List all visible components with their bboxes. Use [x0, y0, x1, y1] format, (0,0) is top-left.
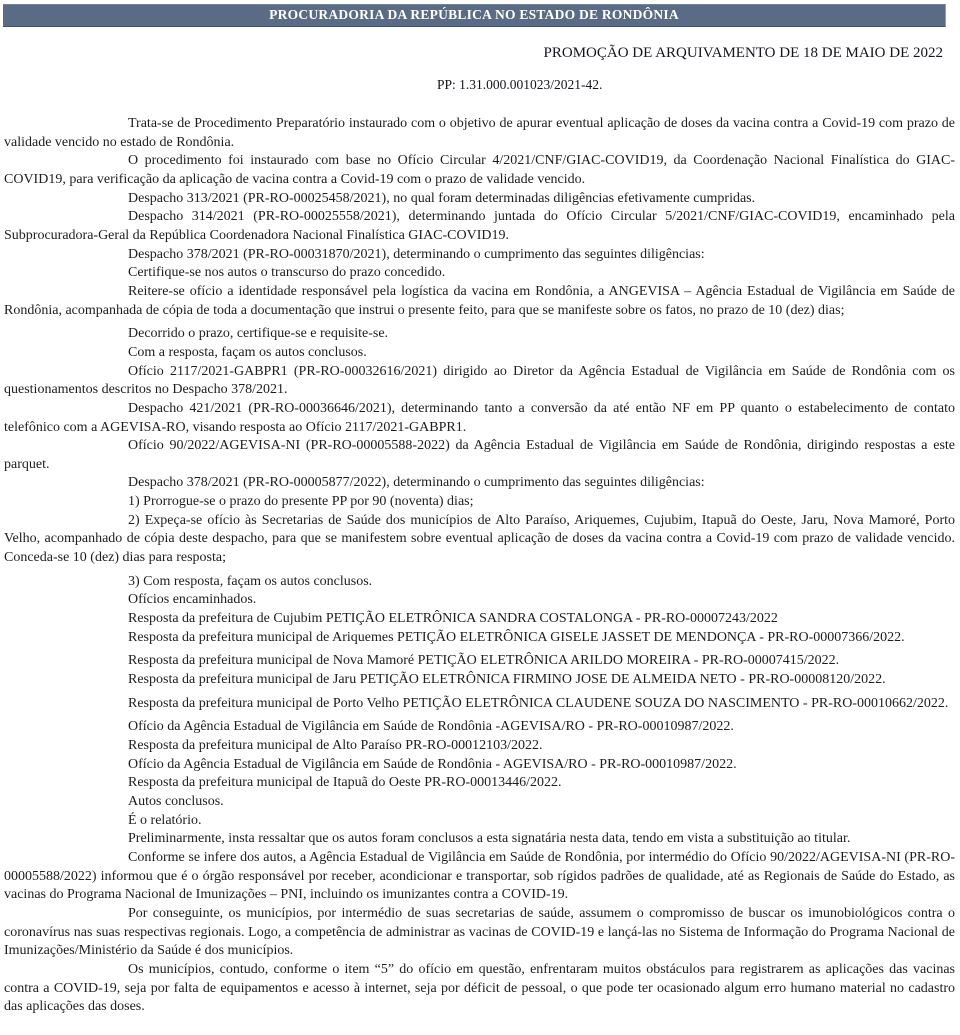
- paragraph: Por conseguinte, os municípios, por intermédio de suas secretarias de saúde, assumem o compromisso de buscar os imunobiológicos contra o coronavírus nas suas respectivas regionais. Logo, a competência de administrar as vacinas de COVID-19 e lançá-las no Sistema de Informação do Programa Nacional de Imunizações/Ministério da Saúde é dos municípios.: [4, 905, 955, 959]
- document-title: PROMOÇÃO DE ARQUIVAMENTO DE 18 DE MAIO DE 2022: [543, 45, 943, 61]
- paragraph: Ofício da Agência Estadual de Vigilância em Saúde de Rondônia - AGEVISA/RO - PR-RO-00010987/2022.: [128, 756, 737, 772]
- paragraph: Trata-se de Procedimento Preparatório instaurado com o objetivo de apurar eventual aplicação de doses da vacina contra a Covid-19 com prazo de validade vencido no estado de Rondônia.: [4, 116, 955, 150]
- header-bar-title: PROCURADORIA DA REPÚBLICA NO ESTADO DE RONDÔNIA: [269, 7, 679, 22]
- paragraph: Ofício 2117/2021-GABPR1 (PR-RO-00032616/2021) dirigido ao Diretor da Agência Estadual de Vigilância em Saúde de Rondônia com os questionamentos descritos no Despacho 378/2021.: [4, 363, 955, 398]
- paragraph: Os municípios, contudo, conforme o item “5” do ofício em questão, enfrentaram muitos obstáculos para registrarem as aplicações das vacinas contra a COVID-19, seja por falta de equipamentos e acesso à internet, seja por déficit de pessoal, o que pode ter ocasionado algum erro humano material no cadastro das aplicações das doses.: [4, 961, 955, 1015]
- paragraph: Resposta da prefeitura municipal de Ariquemes PETIÇÃO ELETRÔNICA GISELE JASSET DE MENDONÇA - PR-RO-00007366/2022.: [128, 629, 905, 645]
- paragraph: É o relatório.: [128, 812, 202, 828]
- paragraph: Conforme se infere dos autos, a Agência Estadual de Vigilância em Saúde de Rondônia, por intermédio do Ofício 90/2022/AGEVISA-NI (PR-RO-00005588/2022) informou que é o órgão responsável por receber, acondicionar e transportar, sob rígidos padrões de qualidade, até as Regionais de Saúde do Estado, as vacinas do Programa Nacional de Imunizações – PNI, incluindo os imunizantes contra a COVID-19.: [4, 849, 955, 903]
- paragraph: O procedimento foi instaurado com base no Ofício Circular 4/2021/CNF/GIAC-COVID19, da Coordenação Nacional Finalística do GIAC-COVID19, para verificação da aplicação de vacina contra a Covid-19 com o prazo de validade vencido.: [4, 153, 955, 187]
- paragraph: Ofícios encaminhados.: [128, 592, 257, 608]
- paragraph: Ofício 90/2022/AGEVISA-NI (PR-RO-00005588-2022) da Agência Estadual de Vigilância em Saúde de Rondônia, dirigindo respostas a este parquet.: [4, 438, 955, 472]
- paragraph: Resposta da prefeitura municipal de Porto Velho PETIÇÃO ELETRÔNICA CLAUDENE SOUZA DO NASCIMENTO - PR-RO-00010662/2022.: [128, 695, 949, 711]
- document-body: [4, 115, 955, 1017]
- paragraph: Despacho 378/2021 (PR-RO-00031870/2021), determinando o cumprimento das seguintes diligências:: [128, 246, 705, 262]
- process-number: PP: 1.31.000.001023/2021-42.: [437, 77, 603, 92]
- paragraph: Resposta da prefeitura municipal de Itapuã do Oeste PR-RO-00013446/2022.: [128, 775, 562, 791]
- paragraph: Resposta da prefeitura de Cujubim PETIÇÃO ELETRÔNICA SANDRA COSTALONGA - PR-RO-00007243/2022: [128, 611, 778, 627]
- paragraph: Preliminarmente, insta ressaltar que os autos foram conclusos a esta signatária nesta data, tendo em vista a substituição ao titular.: [128, 831, 851, 847]
- paragraph: Reitere-se ofício a identidade responsável pela logística da vacina em Rondônia, a ANGEVISA – Agência Estadual de Vigilância em Saúde de Rondônia, acompanhada de cópia de toda a documentação que instrui o presente feito, para que se manifeste sobre os fatos, no prazo de 10 (dez) dias;: [4, 283, 955, 318]
- paragraph: 2) Expeça-se ofício às Secretarias de Saúde dos municípios de Alto Paraíso, Ariquemes, Cujubim, Itapuã do Oeste, Jaru, Nova Mamoré, Porto Velho, acompanhado de cópia deste despacho, para que se manifestem sobre eventual aplicação de doses da vacina contra a Covid-19 com prazo de validade vencido. Conceda-se 10 (dez) dias para resposta;: [4, 512, 955, 566]
- paragraph: 3) Com resposta, façam os autos conclusos.: [128, 573, 373, 589]
- paragraph: 1) Prorrogue-se o prazo do presente PP por 90 (noventa) dias;: [128, 494, 474, 510]
- paragraph: Resposta da prefeitura municipal de Nova Mamoré PETIÇÃO ELETRÔNICA ARILDO MOREIRA - PR-RO-00007415/2022.: [128, 653, 840, 669]
- header-bar: [3, 4, 946, 27]
- paragraph: Certifique-se nos autos o transcurso do prazo concedido.: [128, 265, 446, 281]
- paragraph: Resposta da prefeitura municipal de Alto Paraíso PR-RO-00012103/2022.: [128, 738, 543, 753]
- paragraph: Autos conclusos.: [128, 793, 224, 809]
- paragraph: Despacho 314/2021 (PR-RO-00025558/2021), determinando juntada do Ofício Circular 5/2021/CNF/GIAC-COVID19, encaminhado pela Subprocuradora-Geral da República Coordenadora Nacional Finalística GIAC-COVID19.: [4, 209, 955, 243]
- paragraph: Resposta da prefeitura municipal de Jaru PETIÇÃO ELETRÔNICA FIRMINO JOSE DE ALMEIDA NETO - PR-RO-00008120/2022.: [128, 672, 886, 688]
- paragraph: Ofício da Agência Estadual de Vigilância em Saúde de Rondônia -AGEVISA/RO - PR-RO-00010987/2022.: [128, 719, 734, 735]
- paragraph: Despacho 421/2021 (PR-RO-00036646/2021), determinando tanto a conversão da até então NF em PP quanto o estabelecimento de contato telefônico com a AGEVISA-RO, visando resposta ao Ofício 2117/2021-GABPR1.: [4, 400, 955, 435]
- paragraph: Decorrido o prazo, certifique-se e requisite-se.: [128, 326, 389, 342]
- paragraph: Com a resposta, façam os autos conclusos.: [128, 344, 367, 360]
- paragraph: Despacho 378/2021 (PR-RO-00005877/2022), determinando o cumprimento das seguintes diligências:: [128, 475, 705, 491]
- paragraph: Despacho 313/2021 (PR-RO-00025458/2021), no qual foram determinadas diligências efetivamente cumpridas.: [128, 190, 756, 206]
